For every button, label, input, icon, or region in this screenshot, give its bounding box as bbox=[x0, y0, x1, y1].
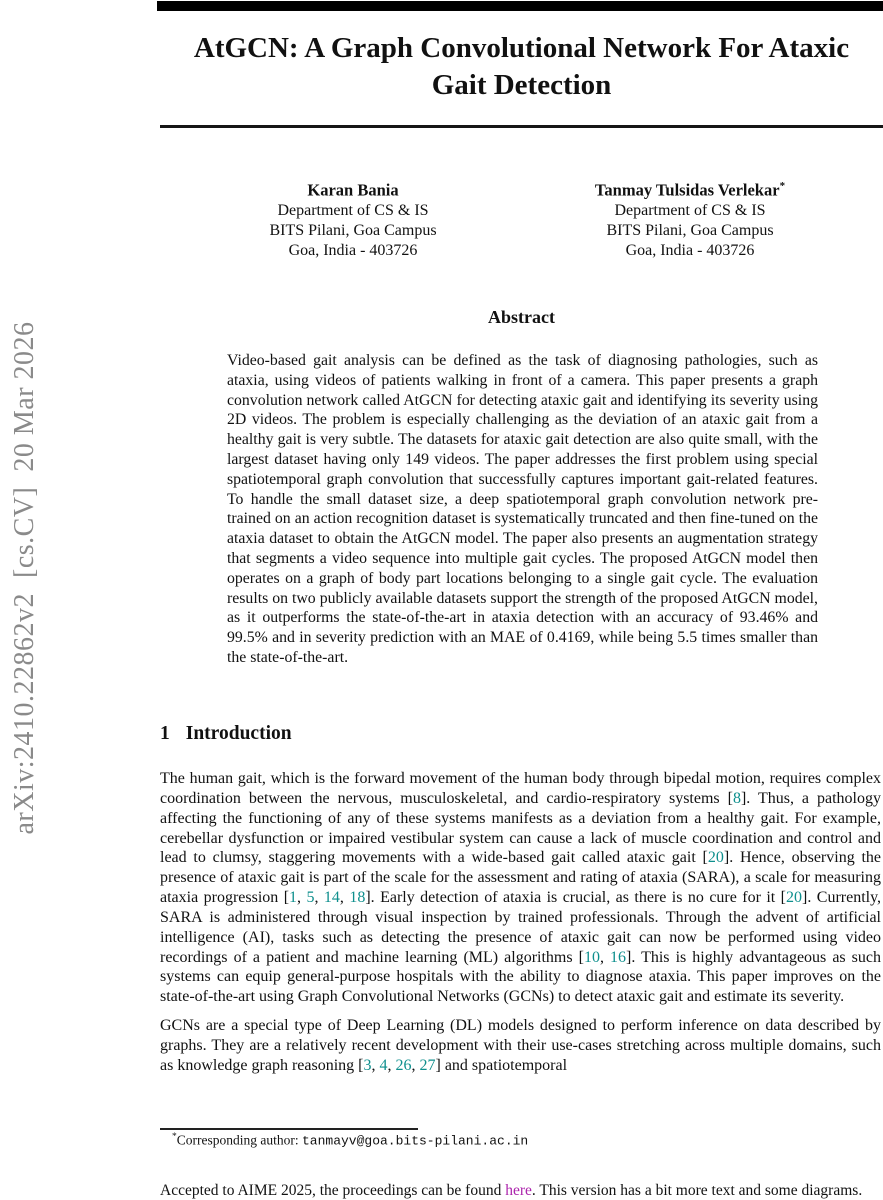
text-segment: , bbox=[297, 889, 307, 907]
text-segment: , bbox=[411, 1056, 420, 1074]
text-segment: ]. Currently, SARA is administered through visual inspection by trained professionals. Through the advent of artificial intelligence (AI), tasks such as detecting the presence of ataxic gait can now be performed using video recordings of a patient and machine learning (ML) algorithms [ bbox=[160, 889, 882, 966]
section-title: Introduction bbox=[185, 723, 292, 744]
author-name bbox=[555, 176, 825, 201]
author-department: Department of CS & IS bbox=[277, 201, 429, 219]
citation-link[interactable]: 8 bbox=[732, 789, 741, 807]
author-department: Department of CS & IS bbox=[614, 201, 766, 219]
abstract-text: Video-based gait analysis can be defined as the task of diagnosing pathologies, such as ataxia, using videos of patients walking in front of a camera. This paper presents a graph convolution network called AtGCN for detecting ataxic gait and identifying its severity using 2D videos. The problem is especially challenging as the deviation of an ataxic gait from a healthy gait is very subtle. The datasets for ataxic gait detection are also quite small, with the largest dataset having only 149 videos. The paper addresses the first problem using special spatiotemporal graph convolution that successfully captures important gait-related features. To handle the small dataset size, a deep spatiotemporal graph convolution network pre-trained on an action recognition dataset is systematically truncated and then fine-tuned on the ataxia dataset to obtain the AtGCN model. The paper also presents an augmentation strategy that segments a video sequence into multiple gait cycles. The proposed AtGCN model then operates on a graph of body part locations belonging to a single gait cycle. The evaluation results on two publicly available datasets support the strength of the proposed AtGCN model, as it outperforms the state-of-the-art in ataxia detection with an accuracy of 93.46% and 99.5% and in severity prediction with an MAE of 0.4169, while being 5.5 times smaller than the state-of-the-art. bbox=[227, 352, 818, 666]
author-name bbox=[218, 176, 488, 201]
corresponding-author-email: tanmayv@goa.bits-pilani.ac.in bbox=[301, 1133, 529, 1149]
text-segment: , bbox=[599, 948, 611, 966]
text-segment: . This version has a bit more text and some diagrams. bbox=[531, 1182, 863, 1199]
text-segment: ]. Hence, observing the presence of ataxic gait is part of the scale for the assessment and rating of ataxia (SARA), a scale for measuring ataxia progression [ bbox=[160, 849, 881, 907]
citation-link[interactable]: 3 bbox=[363, 1056, 372, 1074]
author-institution: BITS Pilani, Goa Campus bbox=[269, 221, 437, 239]
intro-paragraph-1 bbox=[160, 769, 881, 1007]
body-column bbox=[160, 769, 881, 1076]
text-segment: Accepted to AIME 2025, the proceedings can be found bbox=[160, 1182, 506, 1199]
citation-link[interactable]: 4 bbox=[379, 1056, 388, 1074]
citation-link[interactable]: 16 bbox=[610, 948, 627, 966]
footnote-marker: * bbox=[172, 1132, 177, 1142]
citation-link[interactable]: 27 bbox=[419, 1056, 436, 1074]
section-heading-introduction bbox=[160, 723, 292, 745]
paper-title bbox=[160, 30, 883, 104]
text-segment: , bbox=[371, 1056, 380, 1074]
citation-link[interactable]: 18 bbox=[349, 889, 366, 907]
corresponding-author-footnote bbox=[172, 1132, 528, 1149]
intro-paragraph-2 bbox=[160, 1016, 881, 1076]
footnote-rule bbox=[160, 1128, 418, 1130]
author-address: Goa, India - 403726 bbox=[625, 241, 755, 259]
text-segment: GCNs are a special type of Deep Learning (DL) models designed to perform inference on data described by graphs. They are a relatively recent development with their use-cases stretching across multiple domains, such as knowledge graph reasoning [ bbox=[160, 1017, 881, 1074]
arxiv-watermark: arXiv:2410.22862v2 [cs.CV] 20 Mar 2026 bbox=[9, 321, 40, 835]
citation-link[interactable]: 10 bbox=[583, 948, 600, 966]
citation-link[interactable]: 5 bbox=[306, 889, 315, 907]
citation-link[interactable]: 26 bbox=[395, 1056, 412, 1074]
author-name-text: Tanmay Tulsidas Verlekar bbox=[594, 180, 780, 200]
author-name-text: Karan Bania bbox=[307, 180, 399, 200]
citation-link[interactable]: 20 bbox=[786, 889, 803, 907]
paper-title-line-1: AtGCN: A Graph Convolutional Network For Ataxic bbox=[193, 32, 850, 64]
text-segment: ]. Thus, a pathology affecting the functioning of any of these systems manifests as a deviation from a healthy gait. For example, cerebellar dysfunction or impaired vestibular system can cause a lack of muscle coordination and control and lead to clumsy, staggering movements with a wide-based gait called ataxic gait [ bbox=[160, 789, 882, 867]
text-segment: ] and spatiotemporal bbox=[435, 1056, 568, 1074]
text-segment: , bbox=[314, 889, 324, 907]
text-segment: ]. This is highly advantageous as such systems can equip general-purpose hospitals with the ability to diagnose ataxia. This paper improves on the state-of-the-art using Graph Convolutional Networks (GCNs) to detect ataxic gait and estimate its severity. bbox=[160, 948, 882, 1006]
paper-title-line-2: Gait Detection bbox=[431, 69, 612, 101]
abstract-heading: Abstract bbox=[488, 307, 555, 327]
text-segment: ]. Early detection of ataxia is crucial, as there is no cure for it [ bbox=[365, 889, 787, 907]
acceptance-note bbox=[160, 1182, 881, 1200]
citation-link[interactable]: 14 bbox=[323, 889, 340, 907]
top-rule-bar bbox=[157, 1, 883, 11]
author-institution: BITS Pilani, Goa Campus bbox=[606, 221, 774, 239]
text-segment: , bbox=[339, 889, 350, 907]
citation-link[interactable]: 20 bbox=[707, 849, 724, 867]
title-rule bbox=[160, 125, 883, 128]
author-block-1 bbox=[218, 176, 488, 261]
text-segment: , bbox=[387, 1056, 396, 1074]
footnote-label: Corresponding author: bbox=[176, 1132, 302, 1148]
author-address: Goa, India - 403726 bbox=[288, 241, 418, 259]
author-block-2 bbox=[555, 176, 825, 261]
text-segment: The human gait, which is the forward movement of the human body through bipedal motion, requires complex coordination between the nervous, musculoskeletal, and cardio-respiratory systems [ bbox=[160, 770, 881, 807]
citation-link[interactable]: 1 bbox=[289, 889, 298, 907]
author-corresponding-mark: * bbox=[779, 180, 786, 192]
section-number: 1 bbox=[160, 723, 170, 744]
hyperlink[interactable]: here bbox=[505, 1182, 532, 1199]
